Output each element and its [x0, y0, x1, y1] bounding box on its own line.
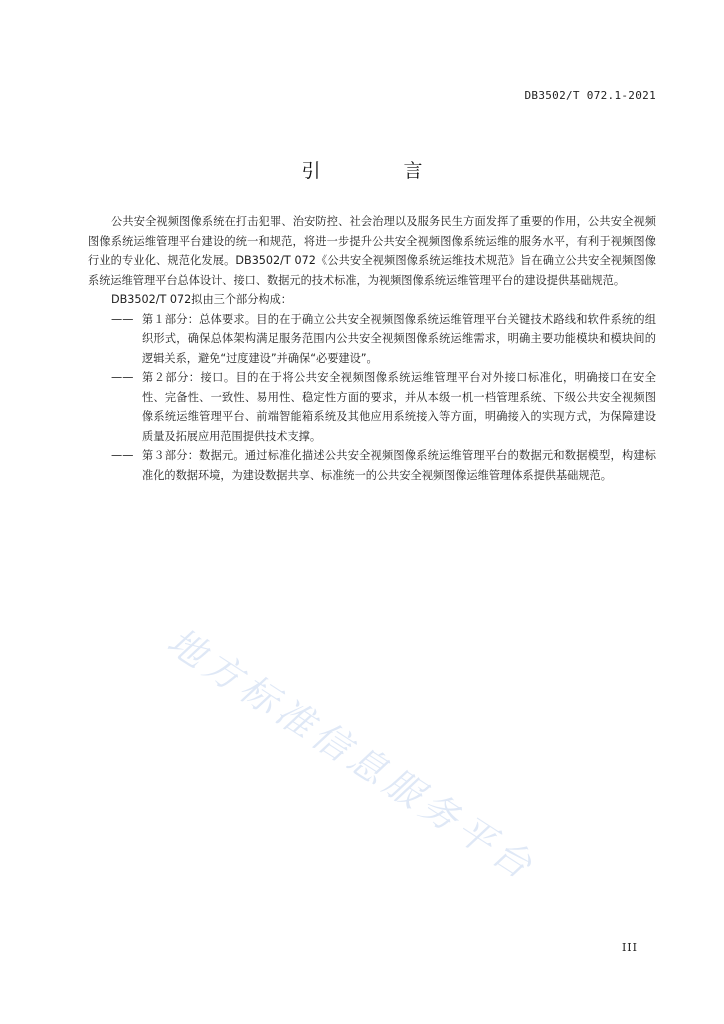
part-item [88, 310, 656, 369]
introduction-body [88, 212, 656, 485]
composition-line: DB3502/T 072拟由三个部分构成： [111, 293, 292, 306]
part-text: 第１部分：总体要求。目的在于确立公共安全视频图像系统运维管理平台关键技术路线和软件系统的组织形式，确保总体架构满足服务范围内公共安全视频图像系统运维需求，明确主要功能模块和模块间的逻辑关系，避免“过度建设”并确保“必要建设”。 [142, 312, 656, 365]
page-title: 引 言 [301, 160, 455, 182]
intro-paragraph: 公共安全视频图像系统在打击犯罪、治安防控、社会治理以及服务民生方面发挥了重要的作用，公共安全视频图像系统运维管理平台建设的统一和规范，将进一步提升公共安全视频图像系统运维的服务水平，有利于视频图像行业的专业化、规范化发展。DB3502/T 072《公共安全视频图像系统运维技术规范》旨在确立公共安全视频图像系统运维管理平台总体设计、接口、数据元的技术标准，为视频图像系统运维管理平台的建设提供基础规范。 [88, 215, 656, 287]
dash-marker: —— [111, 449, 134, 462]
part-text: 第２部分：接口。目的在于将公共安全视频图像系统运维管理平台对外接口标准化，明确接口在安全性、完备性、一致性、易用性、稳定性方面的要求，并从本级一机一档管理系统、下级公共安全视频图像系统运维管理平台、前端智能箱系统及其他应用系统接入等方面，明确接入的实现方式，为保障建设质量及拓展应用范围提供技术支撑。 [142, 371, 656, 443]
standard-code-header: DB3502/T 072.1-2021 [524, 89, 656, 102]
watermark: 地方标准信息服务平台 [159, 619, 544, 890]
part-item [88, 446, 656, 485]
part-item [88, 368, 656, 446]
page-number: III [621, 941, 638, 954]
part-text: 第３部分：数据元。通过标准化描述公共安全视频图像系统运维管理平台的数据元和数据模型，构建标准化的数据环境，为建设数据共享、标准统一的公共安全视频图像运维管理体系提供基础规范。 [142, 449, 656, 482]
dash-marker: —— [111, 312, 134, 326]
dash-marker: —— [111, 371, 134, 384]
